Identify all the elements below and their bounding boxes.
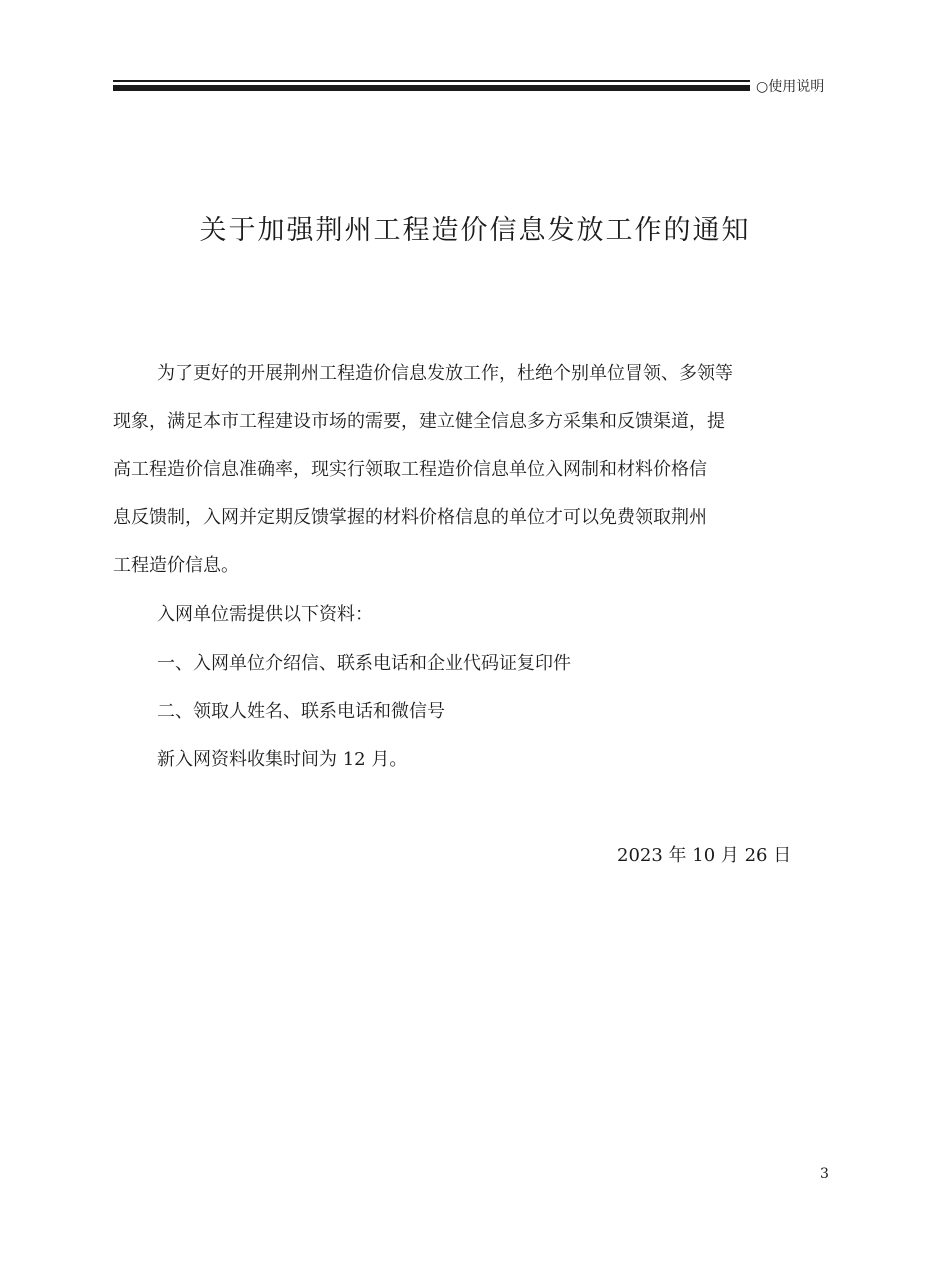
- requirement-item-1: 一、入网单位介绍信、联系电话和企业代码证复印件: [157, 653, 571, 674]
- page-number: 3: [820, 1166, 829, 1182]
- requirements-intro: 入网单位需提供以下资料：: [157, 604, 373, 625]
- page-title: 关于加强荆州工程造价信息发放工作的通知: [199, 215, 751, 246]
- paragraph1-line-1: 为了更好的开展荆州工程造价信息发放工作，杜绝个别单位冒领、多领等: [157, 363, 733, 384]
- paragraph1-line-5: 工程造价信息。: [113, 555, 239, 576]
- paragraph1-line-4: 息反馈制，入网并定期反馈掌握的材料价格信息的单位才可以免费领取荆州: [113, 507, 707, 528]
- header-section-label: ○使用说明: [756, 79, 825, 95]
- notice-date: 2023 年 10 月 26 日: [617, 845, 792, 866]
- paragraph1-line-3: 高工程造价信息准确率，现实行领取工程造价信息单位入网制和材料价格信: [113, 459, 707, 480]
- header-rule-thin: [113, 80, 750, 82]
- paragraph1-line-2: 现象，满足本市工程建设市场的需要，建立健全信息多方采集和反馈渠道，提: [113, 411, 725, 432]
- collection-note: 新入网资料收集时间为 12 月。: [157, 749, 408, 770]
- requirement-item-2: 二、领取人姓名、联系电话和微信号: [157, 701, 445, 722]
- header-rule-thick: [113, 85, 750, 91]
